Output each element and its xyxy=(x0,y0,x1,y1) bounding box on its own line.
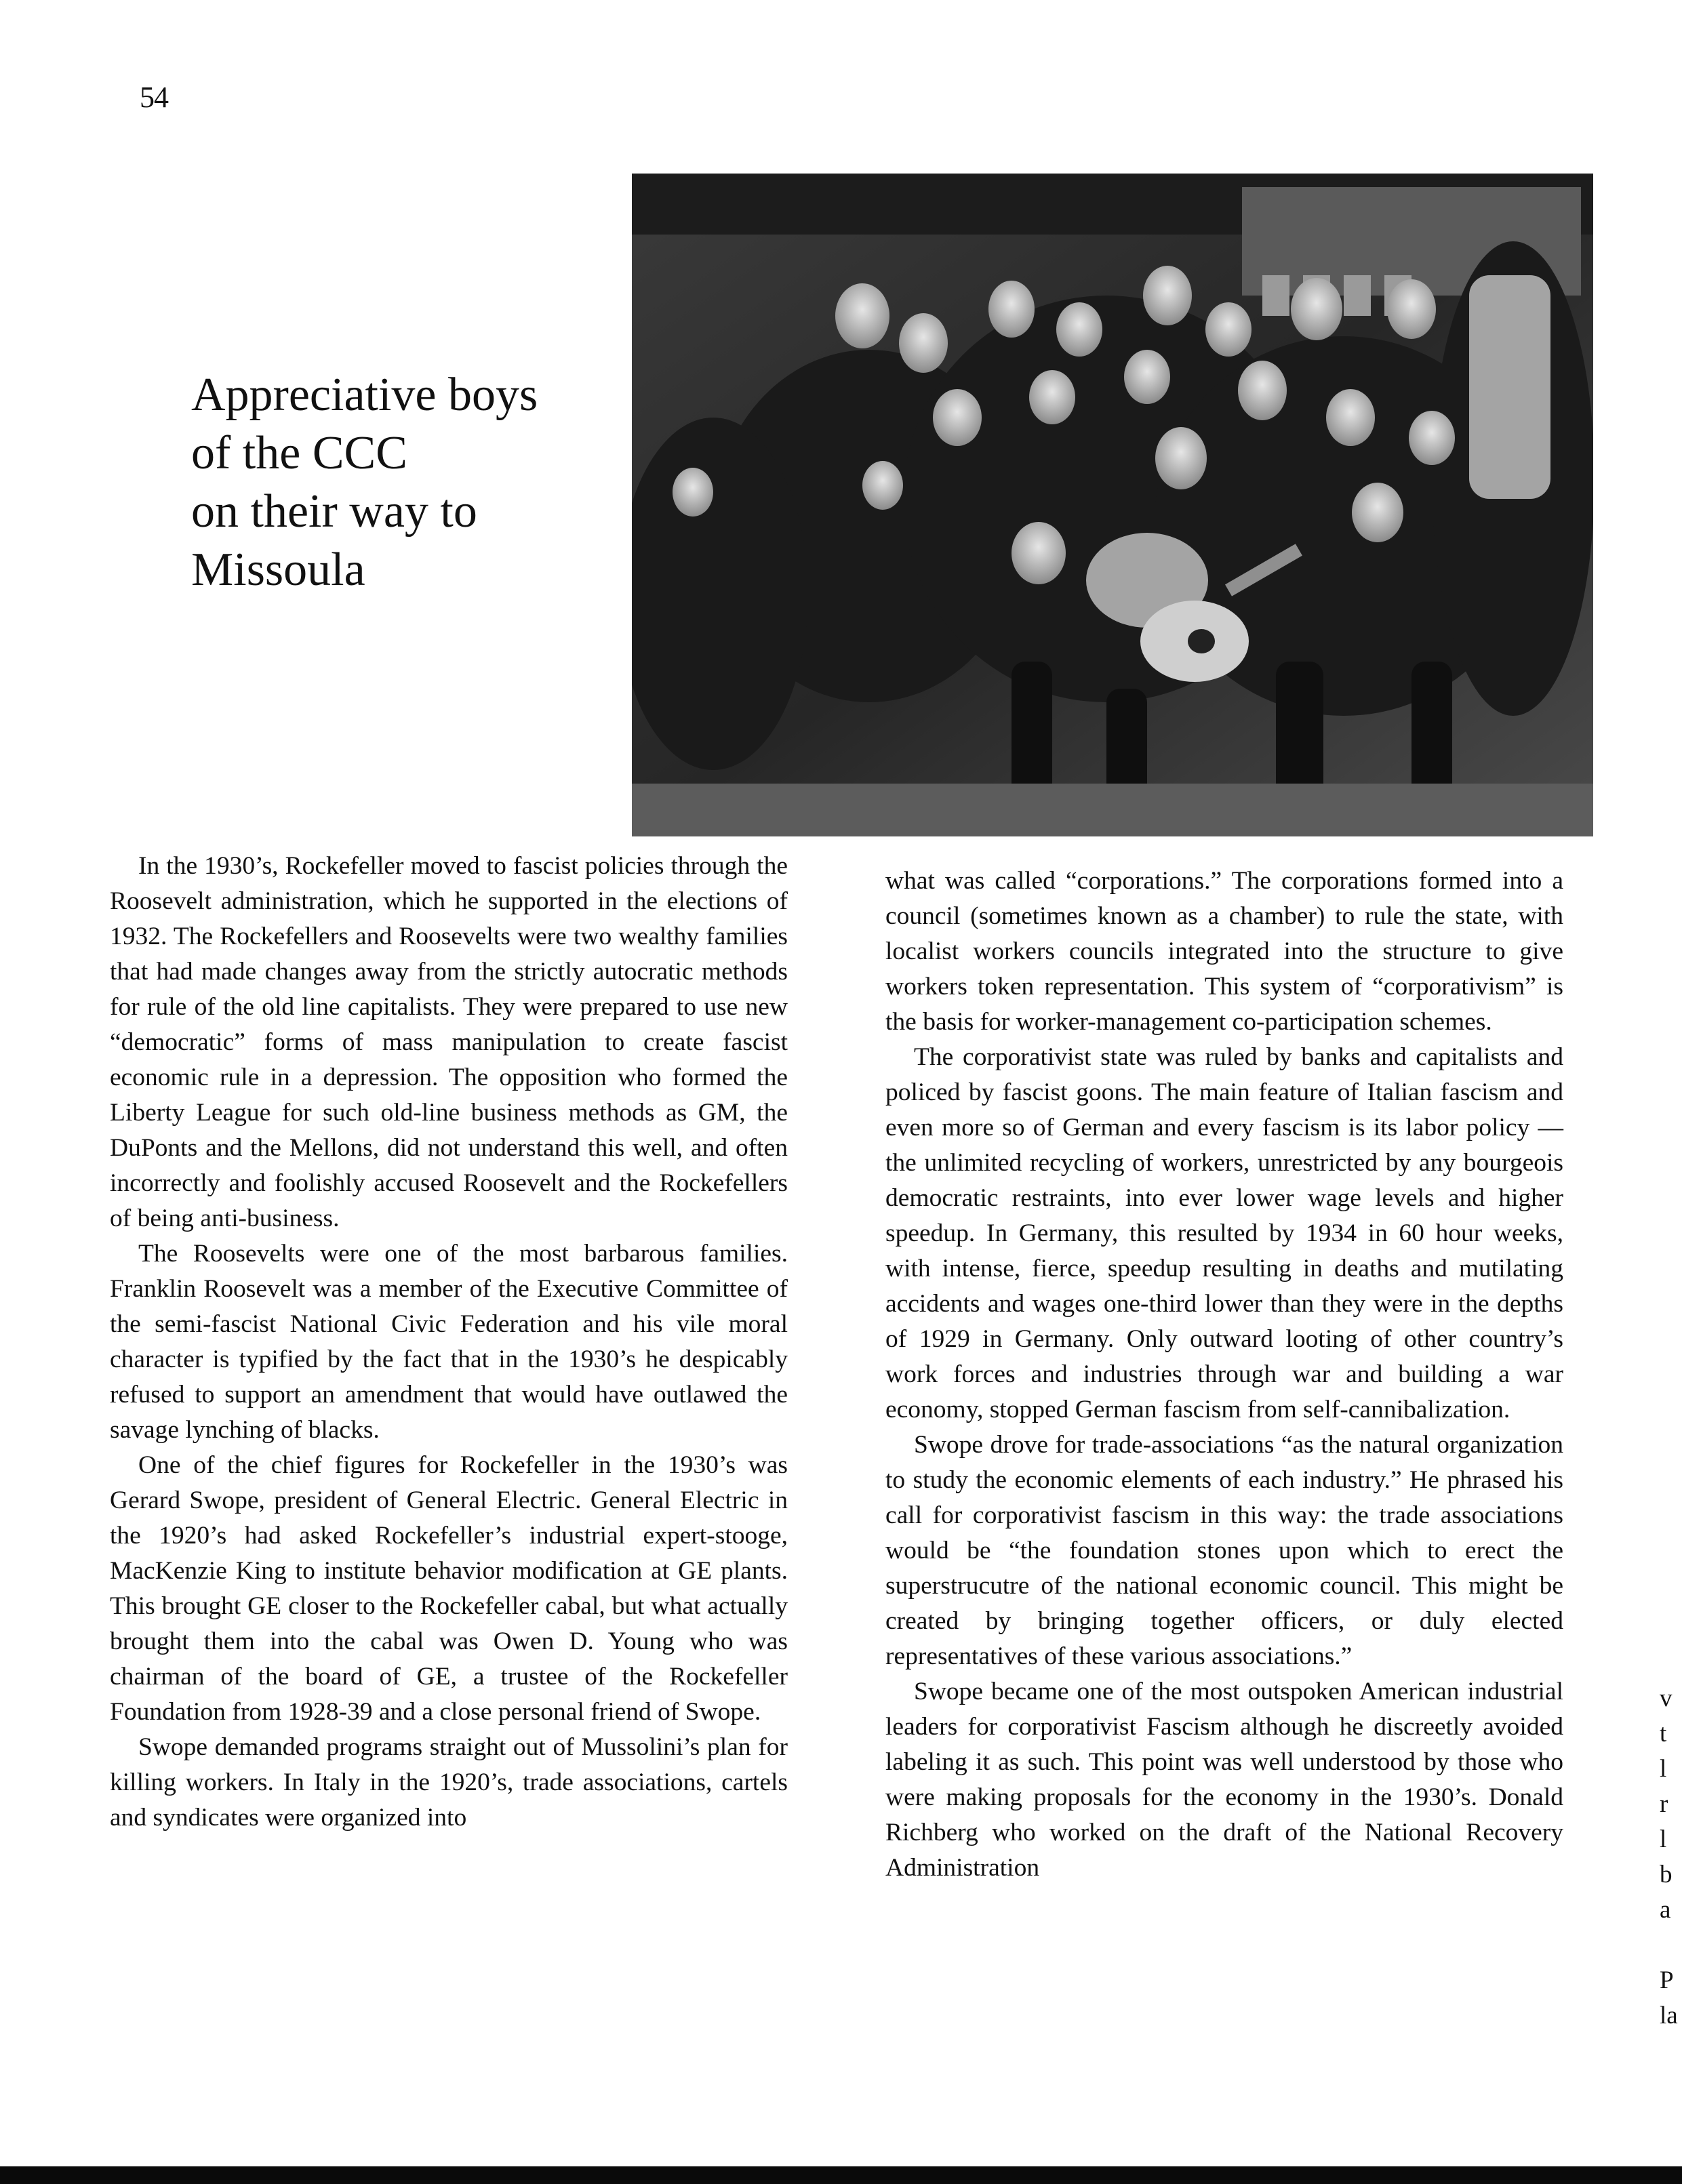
edge-fragment: b xyxy=(1660,1861,1673,1888)
edge-fragment: l xyxy=(1660,1755,1667,1783)
caption-line: Appreciative boys xyxy=(191,369,538,421)
edge-fragment: l xyxy=(1660,1825,1667,1853)
article-paragraph: what was called “corporations.” The corporations formed into a council (sometimes known as a chamber) to rule the state, with localist workers councils integrated into the structure to give workers token representation. This system of “corporativism” is the basis for worker-management co-participation schemes. xyxy=(885,867,1563,1036)
article-paragraph: In the 1930’s, Rockefeller moved to fascist policies through the Roosevelt administration, which he supported in the elections of 1932. The Rockefellers and Roosevelts were two wealthy families that had made changes away from the strictly autocratic methods for rule of the old line capitalists. They were prepared to use new “democratic” forms of mass manipulation to create fascist economic rule in a depression. The opposition who formed the Liberty League for such old-line business methods as GM, the DuPonts and the Mellons, did not understand this well, and often incorrectly and foolishly accused Roosevelt and the Rockefellers of being anti-business. xyxy=(110,852,788,1232)
edge-fragment: P xyxy=(1660,1966,1674,1994)
ccc-group-photo xyxy=(632,174,1593,836)
caption-line: of the CCC xyxy=(191,427,407,479)
caption-line: Missoula xyxy=(191,544,365,596)
article-paragraph: Swope demanded programs straight out of Mussolini’s plan for killing workers. In Italy in the 1920’s, trade associations, cartels and syndicates were organized into xyxy=(110,1733,788,1832)
article-paragraph: One of the chief figures for Rockefeller in the 1930’s was Gerard Swope, president of General Electric. General Electric in the 1920’s had asked Rockefeller’s industrial expert-stooge, MacKenzie King to institute behavior modification at GE plants. This brought GE closer to the Rockefeller cabal, but what actually brought them into the cabal was Owen D. Young who was chairman of the board of GE, a trustee of the Rockefeller Foundation from 1928-39 and a close personal friend of Swope. xyxy=(110,1451,788,1726)
photo-caption xyxy=(191,366,625,599)
edge-fragment: la xyxy=(1660,2002,1678,2029)
article-paragraph: Swope drove for trade-associations “as the natural organization to study the economic elements of each industry.” He phrased his call for corporativist fascism in this way: the trade associations would be “the foundation stones upon which to erect the superstrucutre of the national economic council. This might be created by bringing together officers, or duly elected representatives of these various associations.” xyxy=(885,1431,1563,1670)
article-paragraph: Swope became one of the most outspoken American industrial leaders for corporativist Fascism although he discreetly avoided labeling it as such. This point was well understood by those who were making proposals for the economy in the 1930’s. Donald Richberg who worked on the draft of the National Recovery Administration xyxy=(885,1678,1563,1882)
article-column-right xyxy=(885,864,1563,1886)
edge-fragment: t xyxy=(1660,1720,1667,1747)
edge-fragment: r xyxy=(1660,1790,1668,1818)
page-bottom-border xyxy=(0,2166,1682,2184)
article-column-left xyxy=(110,849,788,1836)
page-number: 54 xyxy=(140,81,168,114)
article-paragraph: The corporativist state was ruled by banks and capitalists and policed by fascist goons. The main feature of Italian fascism and even more so of German and every fascism is its labor policy — the unlimited recycling of workers, unrestricted by any bourgeois democratic restraints, into ever lower wage levels and higher speedup. In Germany, this resulted by 1934 in 60 hour weeks, with intense, fierce, speedup resulting in deaths and mutilating accidents and wages one-third lower than they were in the depths of 1929 in Germany. Only outward looting of other country’s work forces and industries through war and building a war economy, stopped German fascism from self-cannibalization. xyxy=(885,1043,1563,1423)
article-paragraph: The Roosevelts were one of the most barbarous families. Franklin Roosevelt was a member of the Executive Committee of the semi-fascist National Civic Federation and his vile moral character is typified by the fact that in the 1930’s he despicably refused to support an amendment that would have outlawed the savage lynching of blacks. xyxy=(110,1240,788,1444)
edge-fragment: v xyxy=(1660,1684,1673,1712)
facing-page-edge-text xyxy=(1660,1681,1682,2034)
caption-line: on their way to xyxy=(191,485,477,538)
edge-fragment: a xyxy=(1660,1896,1671,1924)
edge-fragment xyxy=(1660,1928,1682,1963)
